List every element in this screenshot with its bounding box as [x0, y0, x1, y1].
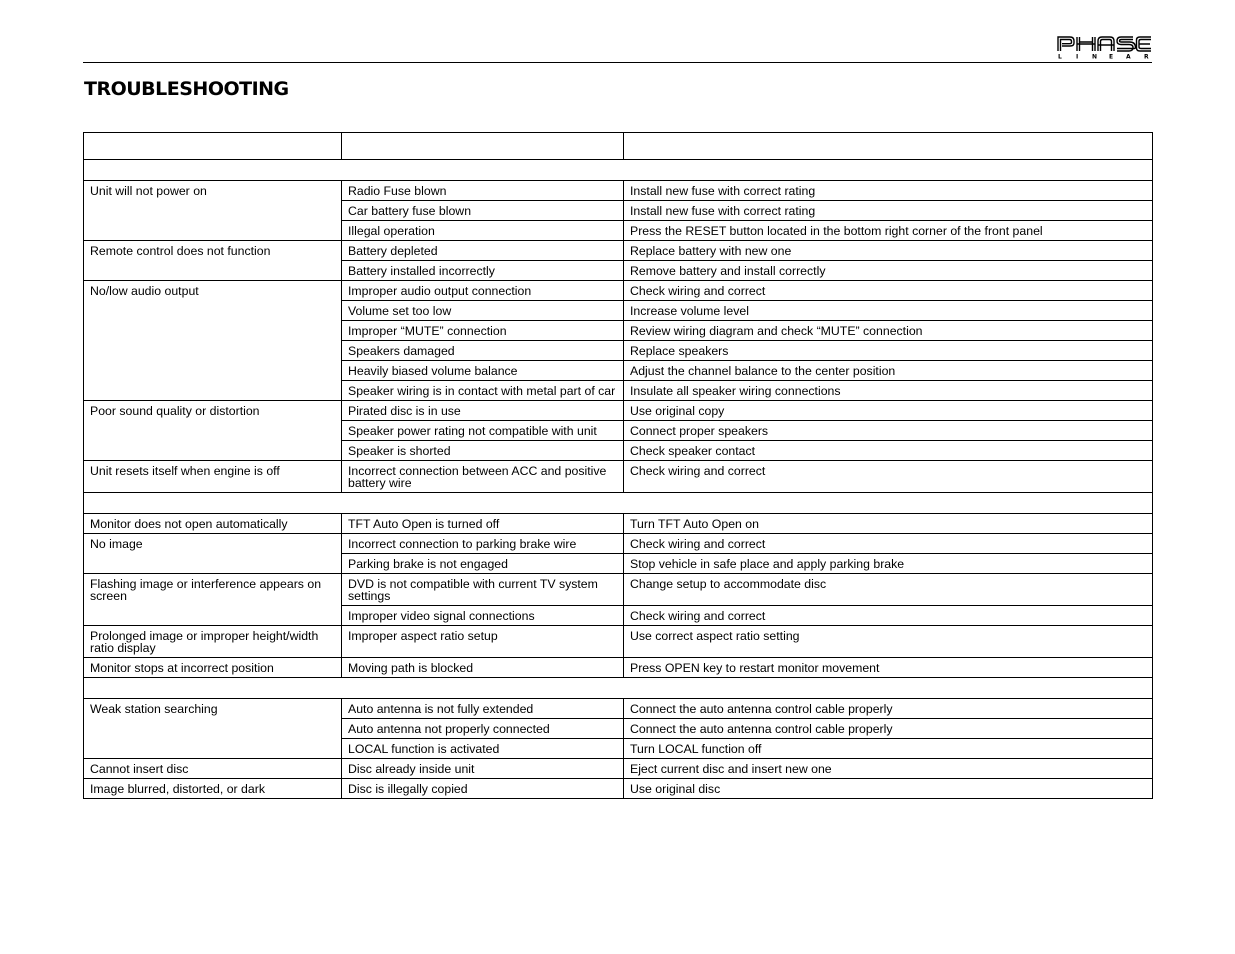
section-row — [84, 493, 1153, 514]
solution-cell: Install new fuse with correct rating — [624, 201, 1153, 221]
cause-cell: Disc is illegally copied — [342, 779, 624, 799]
solution-cell: Change setup to accommodate disc — [624, 574, 1153, 606]
solution-cell: Check speaker contact — [624, 441, 1153, 461]
table-row — [84, 514, 1153, 534]
cause-cell: Car battery fuse blown — [342, 201, 624, 221]
section-heading — [84, 678, 1153, 699]
table-row — [84, 401, 1153, 421]
svg-text:I: I — [1076, 53, 1079, 59]
solution-cell: Use original copy — [624, 401, 1153, 421]
header-rule — [83, 62, 1152, 63]
problem-cell: Prolonged image or improper height/width ratio display — [84, 626, 342, 658]
cause-cell: Speaker power rating not compatible with unit — [342, 421, 624, 441]
solution-cell: Check wiring and correct — [624, 281, 1153, 301]
cause-cell: Improper “MUTE” connection — [342, 321, 624, 341]
solution-cell: Stop vehicle in safe place and apply parking brake — [624, 554, 1153, 574]
problem-cell: Flashing image or interference appears on screen — [84, 574, 342, 626]
solution-cell: Install new fuse with correct rating — [624, 181, 1153, 201]
cause-cell: Improper video signal connections — [342, 606, 624, 626]
solution-cell: Insulate all speaker wiring connections — [624, 381, 1153, 401]
cause-cell: Speaker is shorted — [342, 441, 624, 461]
cause-cell: Pirated disc is in use — [342, 401, 624, 421]
section-heading — [84, 493, 1153, 514]
cause-cell: Auto antenna not properly connected — [342, 719, 624, 739]
cause-cell: Speaker wiring is in contact with metal part of car — [342, 381, 624, 401]
solution-cell: Check wiring and correct — [624, 606, 1153, 626]
solution-cell: Connect the auto antenna control cable properly — [624, 719, 1153, 739]
solution-cell: Connect proper speakers — [624, 421, 1153, 441]
table-row — [84, 574, 1153, 606]
solution-cell: Replace battery with new one — [624, 241, 1153, 261]
table-row — [84, 461, 1153, 493]
solution-cell: Increase volume level — [624, 301, 1153, 321]
cause-cell: Battery installed incorrectly — [342, 261, 624, 281]
cause-cell: Disc already inside unit — [342, 759, 624, 779]
troubleshooting-table — [83, 132, 1153, 799]
phase-linear-logo — [1056, 34, 1152, 59]
solution-cell: Turn TFT Auto Open on — [624, 514, 1153, 534]
cause-cell: Radio Fuse blown — [342, 181, 624, 201]
cause-cell: Speakers damaged — [342, 341, 624, 361]
section-heading — [84, 160, 1153, 181]
solution-cell: Check wiring and correct — [624, 534, 1153, 554]
solution-cell: Use correct aspect ratio setting — [624, 626, 1153, 658]
table-row — [84, 658, 1153, 678]
table-row — [84, 181, 1153, 201]
svg-text:L: L — [1058, 53, 1062, 59]
cause-cell: Auto antenna is not fully extended — [342, 699, 624, 719]
svg-text:N: N — [1092, 53, 1098, 59]
svg-text:R: R — [1144, 53, 1149, 59]
cause-cell: Illegal operation — [342, 221, 624, 241]
cause-cell: Improper aspect ratio setup — [342, 626, 624, 658]
problem-cell: Remote control does not function — [84, 241, 342, 281]
problem-cell: No image — [84, 534, 342, 574]
table-row — [84, 779, 1153, 799]
problem-cell: Unit resets itself when engine is off — [84, 461, 342, 493]
cause-cell: DVD is not compatible with current TV system settings — [342, 574, 624, 606]
cause-cell: Heavily biased volume balance — [342, 361, 624, 381]
problem-cell: Poor sound quality or distortion — [84, 401, 342, 461]
solution-cell: Press the RESET button located in the bottom right corner of the front panel — [624, 221, 1153, 241]
table-row — [84, 626, 1153, 658]
section-row — [84, 160, 1153, 181]
problem-cell: Monitor does not open automatically — [84, 514, 342, 534]
cause-cell: TFT Auto Open is turned off — [342, 514, 624, 534]
cause-cell: Moving path is blocked — [342, 658, 624, 678]
solution-cell: Remove battery and install correctly — [624, 261, 1153, 281]
problem-cell: Monitor stops at incorrect position — [84, 658, 342, 678]
cause-cell: Parking brake is not engaged — [342, 554, 624, 574]
solution-cell: Review wiring diagram and check “MUTE” connection — [624, 321, 1153, 341]
column-header-cause — [342, 133, 624, 160]
solution-cell: Press OPEN key to restart monitor movement — [624, 658, 1153, 678]
cause-cell: Improper audio output connection — [342, 281, 624, 301]
table-row — [84, 534, 1153, 554]
problem-cell: No/low audio output — [84, 281, 342, 401]
cause-cell: Battery depleted — [342, 241, 624, 261]
cause-cell: LOCAL function is activated — [342, 739, 624, 759]
solution-cell: Check wiring and correct — [624, 461, 1153, 493]
svg-text:A: A — [1126, 53, 1131, 59]
cause-cell: Volume set too low — [342, 301, 624, 321]
table-header-row — [84, 133, 1153, 160]
cause-cell: Incorrect connection between ACC and positive battery wire — [342, 461, 624, 493]
svg-text:E: E — [1109, 53, 1114, 59]
problem-cell: Weak station searching — [84, 699, 342, 759]
problem-cell: Unit will not power on — [84, 181, 342, 241]
page-title: TROUBLESHOOTING — [84, 78, 289, 100]
column-header-solution — [624, 133, 1153, 160]
solution-cell: Connect the auto antenna control cable properly — [624, 699, 1153, 719]
problem-cell: Cannot insert disc — [84, 759, 342, 779]
cause-cell: Incorrect connection to parking brake wire — [342, 534, 624, 554]
solution-cell: Turn LOCAL function off — [624, 739, 1153, 759]
table-row — [84, 759, 1153, 779]
solution-cell: Eject current disc and insert new one — [624, 759, 1153, 779]
table-row — [84, 281, 1153, 301]
problem-cell: Image blurred, distorted, or dark — [84, 779, 342, 799]
solution-cell: Use original disc — [624, 779, 1153, 799]
table-row — [84, 241, 1153, 261]
section-row — [84, 678, 1153, 699]
table-row — [84, 699, 1153, 719]
column-header-problem — [84, 133, 342, 160]
solution-cell: Replace speakers — [624, 341, 1153, 361]
solution-cell: Adjust the channel balance to the center position — [624, 361, 1153, 381]
